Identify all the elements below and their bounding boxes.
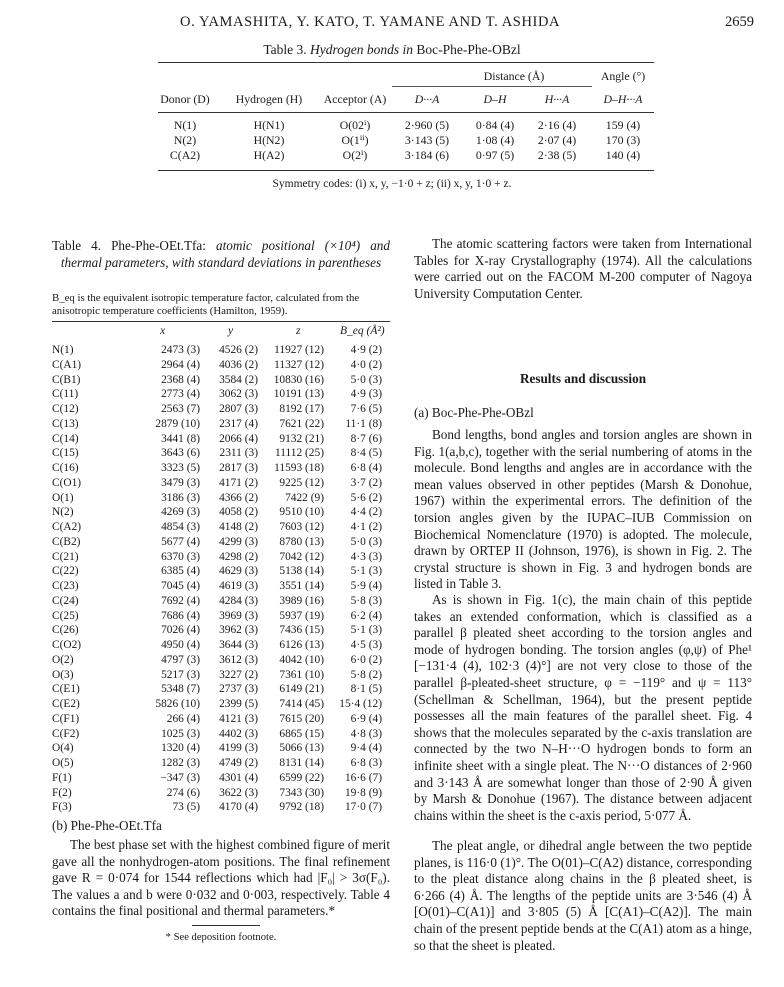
table4-cell: 5·1 (3) <box>350 565 382 578</box>
distance-group-header: Distance (Å) <box>483 69 545 83</box>
table4-cell: 11112 (25) <box>274 447 324 460</box>
symmetry-codes: Symmetry codes: (i) x, y, −1·0 + z; (ii) x, y, 1·0 + z. <box>272 178 512 190</box>
table3-cell: 2·38 (5) <box>537 148 577 162</box>
table4-cell: 4·9 (3) <box>350 388 382 401</box>
table4-cell: 4148 (2) <box>219 521 258 533</box>
table4-cell: 4301 (4) <box>219 771 258 784</box>
table4-cell: 2311 (3) <box>219 447 258 460</box>
table4-cell: O(2) <box>52 653 74 666</box>
table4-cell: O(5) <box>52 757 74 769</box>
table4-cell: C(13) <box>52 417 79 430</box>
table4-cell: 4299 (3) <box>219 535 258 548</box>
table3-cell: 140 (4) <box>605 148 641 162</box>
table4-cell: C(O2) <box>52 639 82 651</box>
table4-cell: 4284 (3) <box>219 594 258 607</box>
table4-cell: C(15) <box>52 447 79 460</box>
table4-cell: 5·1 (3) <box>350 624 382 637</box>
table4-cell: 2773 (4) <box>161 388 200 401</box>
table3-cell: O(2ⁱ) <box>342 148 368 162</box>
table4-cell: 8·1 (5) <box>350 683 382 696</box>
table4-cell: 5·8 (3) <box>350 594 382 607</box>
right-intro-paragraph: The atomic scattering factors were taken from International Tables for X-ray Crystallography (1974). All the calculations were carried out on the FACOM M-200 computer of Nagoya University Computation Center. <box>414 236 752 301</box>
table3-cell: N(1) <box>173 118 197 132</box>
results-heading: Results and discussion <box>519 371 647 386</box>
table3-cell: H(A2) <box>253 148 285 162</box>
table4-cell: 6865 (15) <box>279 727 324 740</box>
section-b-heading: (b) Phe-Phe-OEt.Tfa <box>52 818 162 833</box>
table4-cell: 7686 (4) <box>161 609 200 622</box>
table4-cell: C(A2) <box>52 521 82 533</box>
table4-cell: 3969 (3) <box>219 609 258 622</box>
table4-cell: C(23) <box>52 580 79 592</box>
table4-cell: 2964 (4) <box>161 358 200 371</box>
col-da-header: D···A <box>414 92 440 106</box>
table4-cell: 10830 (16) <box>273 373 324 386</box>
table3-cell: 0·97 (5) <box>475 148 515 162</box>
table4-cell: C(11) <box>52 388 79 401</box>
table4-cell: O(3) <box>52 668 74 681</box>
x-column <box>140 343 200 815</box>
table4-cell: 4·1 (2) <box>350 521 382 533</box>
table4-cell: C(A1) <box>52 358 82 371</box>
table4-cell: 8·7 (6) <box>350 432 382 445</box>
table4-cell: 10191 (13) <box>273 388 324 401</box>
table4-cell: 5826 (10) <box>155 698 200 710</box>
table4-cell: 4042 (10) <box>279 653 324 666</box>
table4-cell: 274 (6) <box>166 786 200 799</box>
atom-label-column <box>52 343 81 815</box>
table3-cell: O(02ⁱ) <box>339 118 371 132</box>
table4-cell: 2399 (5) <box>219 698 258 710</box>
table4-cell: 2368 (4) <box>161 373 200 386</box>
table4-cell: 6·8 (4) <box>350 462 382 474</box>
table4-cell: 6126 (13) <box>279 639 324 651</box>
col-donor-header: Donor (D) <box>160 92 210 106</box>
section-a-heading: (a) Boc-Phe-Phe-OBzl <box>414 405 534 420</box>
table4-cell: 7026 (4) <box>161 624 200 637</box>
table4-cell: N(1) <box>52 344 74 356</box>
col-dh-header: D–H <box>483 92 507 106</box>
table4-cell: O(4) <box>52 742 74 755</box>
table4-cell: 3441 (8) <box>161 432 200 445</box>
table4-cell: 5217 (3) <box>161 668 200 681</box>
table3-cell: 2·07 (4) <box>537 133 577 147</box>
table4-cell: 7343 (30) <box>279 786 324 799</box>
table4-cell: 3479 (3) <box>161 476 200 489</box>
table4-cell: 9510 (10) <box>279 506 324 519</box>
table4-cell: 16·6 (7) <box>344 771 382 784</box>
table4-cell: 6599 (22) <box>279 771 324 784</box>
table4-cell: 5·0 (3) <box>350 373 382 386</box>
table4-cell: 3962 (3) <box>219 624 258 637</box>
table4-cell: 5937 (19) <box>279 609 324 622</box>
table4-cell: 6·8 (3) <box>350 757 382 769</box>
table4-cell: C(16) <box>52 462 79 474</box>
table3-cell: 2·16 (4) <box>537 118 577 132</box>
table4-cell: 7361 (10) <box>279 668 324 681</box>
table4-cell: 266 (4) <box>166 712 200 725</box>
table4-cell: 4269 (3) <box>161 506 200 519</box>
table4-cell: 2563 (7) <box>161 403 200 415</box>
col-beq-header: B_eq (Å²) <box>340 325 385 337</box>
table4-cell: 6·2 (4) <box>350 609 382 622</box>
table4-cell: 4629 (3) <box>219 565 258 578</box>
col-x-header: x <box>160 325 166 337</box>
table4-cell: 3551 (14) <box>279 580 324 592</box>
table4-cell: 6385 (4) <box>161 565 200 578</box>
table3-caption: Table 3. Hydrogen bonds in Boc-Phe-Phe-OBzl <box>263 42 521 57</box>
table4-cell: 7621 (22) <box>279 417 324 430</box>
table4-cell: C(E1) <box>52 683 80 696</box>
table3-cell: H(N1) <box>253 118 285 132</box>
table4-cell: 4298 (2) <box>219 550 258 563</box>
table4-cell: C(B1) <box>52 373 81 386</box>
table4-cell: O(1) <box>52 491 74 504</box>
distance-group-rule <box>392 86 592 87</box>
table4-cell: 9792 (18) <box>279 801 324 814</box>
table4-cell: 7692 (4) <box>161 594 200 607</box>
table4-cell: N(2) <box>52 506 74 519</box>
table4-cell: 4170 (4) <box>219 801 258 814</box>
table3-cell: 170 (3) <box>605 133 641 147</box>
table3-cell: 0·84 (4) <box>475 118 515 132</box>
table4-cell: F(3) <box>52 801 72 814</box>
paragraph-3: The pleat angle, or dihedral angle between the two peptide planes, is 116·0 (1)°. The O(01)–C(A2) distance, corresponding to the pleat distance along chains in the β pleated sheet, is 6·266 (4) Å. The lengths of the peptide units are 3·546 (4) Å [O(01)–C(A1)] and 3·805 (5) Å [C(A1)–C(A2)]. The main chain of the present peptide bends at the C(A1) atom as a hinge, so that the sheet is pleated. <box>414 838 753 953</box>
table4-cell: 11327 (12) <box>274 358 324 371</box>
table4-cell: C(14) <box>52 432 79 445</box>
table4-cell: 7603 (12) <box>279 521 324 533</box>
table4-cell: 5·6 (2) <box>350 491 382 504</box>
table4-cell: 3612 (3) <box>219 653 258 666</box>
table4-cell: 8·4 (5) <box>350 447 382 460</box>
table4-cell: −347 (3) <box>160 771 200 784</box>
table4-cell: 4·5 (3) <box>350 639 382 651</box>
table4-cell: 3622 (3) <box>219 786 258 799</box>
col-ha-header: H···A <box>544 92 570 106</box>
table3-cell: 1·08 (4) <box>475 133 515 147</box>
paragraph-2: As is shown in Fig. 1(c), the main chain of this peptide takes an extended conformation, which is classified as a parallel β pleated sheet according to the torsion angles and mode of hydrogen bonding. The torsion angles (φ,ψ) of Phe¹ [−131·4 (4), 102·3 (4)°] are not very close to those of the parallel β-pleated-sheet structure, φ = −119° and ψ = 113° (Schellman & Schellman, 1964), but the present peptide possesses all the main features of the parallel sheet. Fig. 4 shows that the molecules separated by the c-axis translation are connected by the two N–H···O hydrogen bonds to form an infinite sheet with a single pleat. The N···O distances of 2·960 and 3·143 Å are somewhat longer than those of 2·90 Å given by Marsh & Donohue (1967). The distance between adjacent chains within the sheet is the c-axis period, 5·077 Å. <box>414 592 752 823</box>
table3-bottom-rule <box>158 170 654 171</box>
table4-cell: C(F2) <box>52 727 80 740</box>
table4-cell: 2317 (4) <box>219 417 258 430</box>
y-column <box>206 343 258 815</box>
table4-cell: 11927 (12) <box>274 344 324 356</box>
table4-cell: 11·1 (8) <box>345 417 382 430</box>
table4-cell: 15·4 (12) <box>339 698 382 710</box>
section-b-paragraph: The best phase set with the highest combined figure of merit gave all the nonhydrogen-atom positions. The final refinement gave R = 0·074 for 1544 reflections which had |F₀| > 3σ(F₀). The values a and b were 0·032 and 0·003, respectively. Table 4 contains the final positional and thermal parameters.* <box>52 837 390 919</box>
table3-cell: 2·960 (5) <box>404 118 450 132</box>
table4-cell: 4036 (2) <box>219 358 258 371</box>
table3-header-rule <box>158 112 654 113</box>
table4-cell: 3186 (3) <box>161 491 200 504</box>
col-y-header: y <box>228 325 234 337</box>
table4-cell: 6370 (3) <box>161 550 200 563</box>
table3-cell: 159 (4) <box>605 118 641 132</box>
col-hydrogen-header: Hydrogen (H) <box>235 92 303 106</box>
col-acceptor-header: Acceptor (A) <box>323 92 387 106</box>
table4-cell: 4749 (2) <box>219 757 258 769</box>
table3-cell: 3·184 (6) <box>404 148 450 162</box>
table4-cell: 8780 (13) <box>279 535 324 548</box>
table4-cell: 3227 (2) <box>219 668 258 681</box>
table4-cell: 4·4 (2) <box>350 506 382 519</box>
table4-cell: 2473 (3) <box>161 344 200 356</box>
table4-cell: C(21) <box>52 550 79 563</box>
table4-cell: 19·8 (9) <box>344 786 382 799</box>
table3-cell: O(1ⁱⁱ) <box>341 133 369 147</box>
table3 <box>0 0 784 200</box>
table4-cell: 5348 (7) <box>161 683 200 696</box>
table4-cell: 6149 (21) <box>279 683 324 696</box>
table4-cell: 8131 (14) <box>279 757 324 769</box>
table4-cell: 2737 (3) <box>219 683 258 696</box>
table4-cell: 5·0 (3) <box>350 535 382 548</box>
table4-cell: 3584 (2) <box>219 373 258 386</box>
table4-cell: 3989 (16) <box>279 594 324 607</box>
table4-cell: C(26) <box>52 624 79 637</box>
table4-cell: 4526 (2) <box>219 344 258 356</box>
table4-cell: 7045 (4) <box>161 580 200 592</box>
beq-column <box>330 343 382 815</box>
table4-cell: 2807 (3) <box>219 403 258 415</box>
table4-cell: C(B2) <box>52 535 81 548</box>
table4-cell: F(2) <box>52 786 72 799</box>
table4-cell: 4366 (2) <box>219 491 258 504</box>
table4-cell: 4058 (2) <box>219 506 258 519</box>
table4-cell: 2066 (4) <box>219 432 258 445</box>
table3-cell: H(N2) <box>253 133 285 147</box>
table4-cell: C(O1) <box>52 476 82 489</box>
table4-cell: 1025 (3) <box>161 727 200 740</box>
table4-cell: 2817 (3) <box>219 462 258 474</box>
table4-cell: 1282 (3) <box>161 757 200 769</box>
angle-group-header: Angle (°) <box>600 69 646 83</box>
table4-cell: 8192 (17) <box>279 403 324 415</box>
table4-cell: 73 (5) <box>172 801 200 814</box>
table3-cell: C(A2) <box>169 148 201 162</box>
table4-cell: 4402 (3) <box>219 727 258 740</box>
table4-cell: C(25) <box>52 609 79 622</box>
table4-cell: 4·3 (3) <box>350 550 382 563</box>
table4-cell: 4950 (4) <box>161 639 200 651</box>
beq-note: B_eq is the equivalent isotropic temperature factor, calculated from the anisotropic temperature coefficients (Hamilton, 1959). <box>52 292 360 317</box>
table4-cell: C(22) <box>52 565 79 578</box>
col-angle-header: D–H···A <box>603 92 643 106</box>
z-column <box>258 343 324 815</box>
table4-cell: 7436 (15) <box>279 624 324 637</box>
table4-cell: C(24) <box>52 594 79 607</box>
table4-cell: 1320 (4) <box>161 742 200 755</box>
table4-cell: 7615 (20) <box>279 712 324 725</box>
table4-cell: 3·7 (2) <box>350 476 382 489</box>
footnote-rule <box>192 925 260 926</box>
table4-cell: 4121 (3) <box>219 712 258 725</box>
table4-cell: 5138 (14) <box>279 565 324 578</box>
table4-cell: 4619 (3) <box>219 580 258 592</box>
table4-cell: 2879 (10) <box>155 417 200 430</box>
table4-cell: 9225 (12) <box>279 476 324 489</box>
table4-cell: 6·9 (4) <box>350 712 382 725</box>
table4-cell: 4·9 (2) <box>350 344 382 356</box>
table4-cell: 4·0 (2) <box>350 358 382 371</box>
table3-cell: N(2) <box>173 133 197 147</box>
col-z-header: z <box>296 325 301 337</box>
page-number: 2659 <box>725 14 754 30</box>
table4-cell: 11593 (18) <box>274 462 324 474</box>
table4-cell: F(1) <box>52 771 72 784</box>
table4-cell: 5·9 (4) <box>350 580 382 592</box>
table3-cell: 3·143 (5) <box>404 133 450 147</box>
table4-cell: 9·4 (4) <box>350 742 382 755</box>
table4-cell: C(E2) <box>52 698 80 710</box>
table4-cell: 3323 (5) <box>161 462 200 474</box>
table4-cell: 7422 (9) <box>285 491 324 504</box>
table4-cell: 5·8 (2) <box>350 668 382 681</box>
paragraph-1: Bond lengths, bond angles and torsion angles are shown in Fig. 1(a,b,c), together with the serial numbering of atoms in the molecule. Bond lengths and angles are in accordance with the mean values observed in other peptides (Marsh & Donohue, 1967) within the experimental errors. The definition of the torsion angles given by the IUPAC–IUB Commission on Biochemical Nomenclature (1970) is adopted. The molecule, drawn by ORTEP II (Johnson, 1976), is shown in Fig. 2. The crystal structure is shown in Fig. 3 and hydrogen bonds are listed in Table 3. <box>414 427 752 592</box>
table4-cell: 5677 (4) <box>161 535 200 548</box>
table4-cell: 6·0 (2) <box>350 653 382 666</box>
table4-cell: 17·0 (7) <box>344 801 382 814</box>
table4-cell: 7·6 (5) <box>350 403 382 415</box>
table4-cell: 4854 (3) <box>161 521 200 533</box>
table4-cell: C(12) <box>52 403 79 415</box>
table4-cell: 9132 (21) <box>279 432 324 445</box>
table4-cell: 3643 (6) <box>161 447 200 460</box>
table4-top-rule <box>52 321 390 322</box>
table4-cell: 3062 (3) <box>219 388 258 401</box>
table4-cell: 4797 (3) <box>161 653 200 666</box>
table4-cell: 7042 (12) <box>279 550 324 563</box>
table4-cell: 3644 (3) <box>219 639 258 651</box>
table4-cell: 4171 (2) <box>219 476 258 489</box>
table4-cell: 7414 (45) <box>279 698 324 710</box>
table4-caption: Table 4. Phe-Phe-OEt.Tfa: atomic positional (×10⁴) and thermal parameters, with standard deviations in parentheses <box>52 238 390 270</box>
running-title: O. YAMASHITA, Y. KATO, T. YAMANE AND T. ASHIDA <box>180 14 561 30</box>
table4-cell: C(F1) <box>52 712 80 725</box>
table4-cell: 4199 (3) <box>219 742 258 755</box>
footnote: * See deposition footnote. <box>165 932 277 943</box>
table4-cell: 4·8 (3) <box>350 727 382 740</box>
table4-cell: 5066 (13) <box>279 742 324 755</box>
